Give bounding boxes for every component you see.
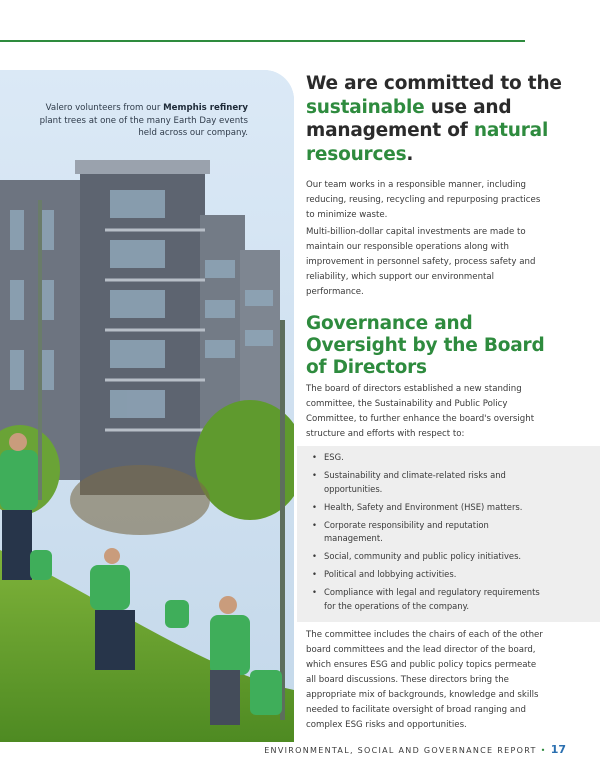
- committee-focus-list: [310, 451, 545, 618]
- list-item: • Social, community and public policy initiatives.: [310, 550, 545, 564]
- list-item: • Health, Safety and Environment (HSE) matters.: [310, 501, 545, 515]
- headline-highlight-sustainable: sustainable: [306, 96, 425, 118]
- list-item: • Sustainability and climate-related risks and opportunities.: [310, 469, 545, 496]
- list-item: • Corporate responsibility and reputation management.: [310, 519, 545, 546]
- governance-heading: Governance and Oversight by the Board of Directors: [306, 313, 545, 378]
- headline-highlight-natural-resources: natural resources: [306, 120, 549, 165]
- photo-caption: Valero volunteers from our Memphis refinery plant trees at one of the many Earth Day events held across our company.: [39, 103, 248, 138]
- list-item: • Compliance with legal and regulatory requirements for the operations of the company.: [310, 586, 545, 613]
- page-footer: [264, 743, 566, 756]
- list-item: • ESG.: [310, 451, 545, 465]
- page-headline: We are committed to the sustainable use and management of natural resources.: [306, 73, 562, 165]
- caption-location: Memphis refinery: [163, 103, 248, 113]
- governance-intro: The board of directors established a new standing committee, the Sustainability and Public Policy Committee, to further enhance the board's oversight structure and efforts with respect to:: [306, 384, 535, 439]
- report-name: ENVIRONMENTAL, SOCIAL AND GOVERNANCE REPORT: [264, 746, 537, 755]
- top-divider: [0, 40, 525, 42]
- intro-paragraph-2: Multi-billion-dollar capital investments are made to maintain our responsible operations along with improvement in personnel safety, process safety and reliability, which support our environmental performance.: [306, 227, 536, 297]
- photo-illustration: [0, 70, 294, 742]
- page-number: 17: [550, 743, 566, 756]
- intro-paragraph-1: Our team works in a responsible manner, including reducing, reusing, recycling and repurposing practices to minimize waste.: [306, 180, 541, 220]
- governance-closing: The committee includes the chairs of each of the other board committees and the lead director of the board, which ensures ESG and public policy topics permeate all board discussions. These directors bring the appropriate mix of backgrounds, knowledge and skills needed to facilitate oversight of broad ranging and complex ESG risks and opportunities.: [306, 630, 543, 730]
- volunteers-photo: [0, 70, 294, 742]
- footer-separator: •: [540, 746, 547, 755]
- list-item: • Political and lobbying activities.: [310, 568, 545, 582]
